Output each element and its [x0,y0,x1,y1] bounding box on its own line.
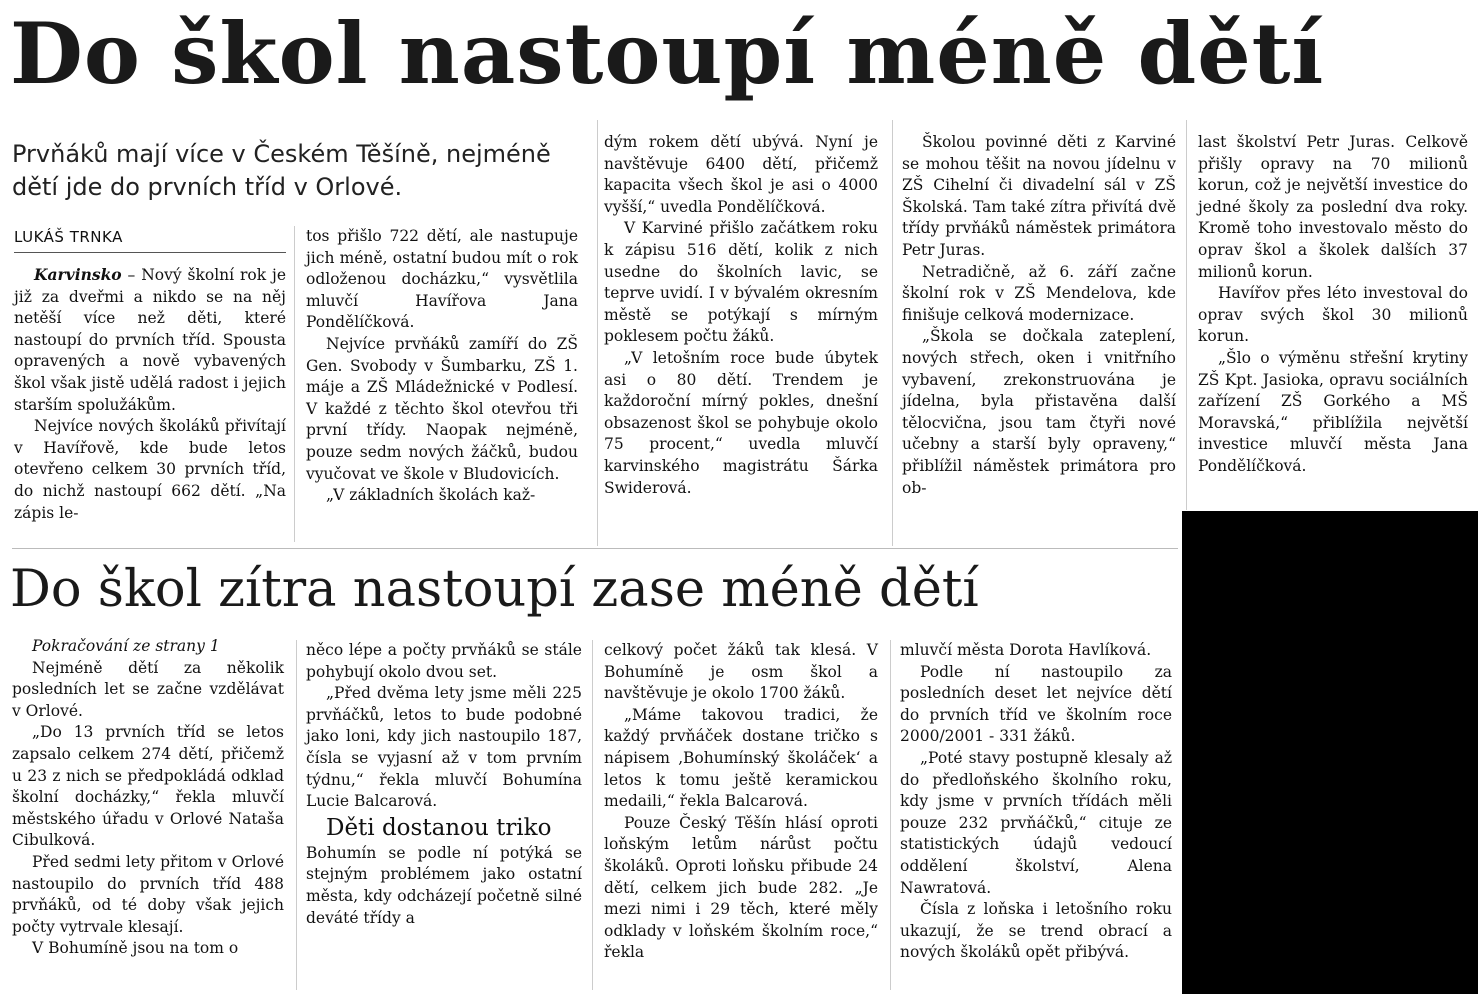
paragraph [900,662,1172,748]
paragraph [12,852,284,938]
article1-column-5 [1198,132,1468,478]
paragraph [12,658,284,723]
paragraph [604,348,878,499]
paragraph-text: V Karviné přišlo začátkem roku k zápisu 516 dětí, kolik z nich usedne do školních lavic, se teprve uvidí. I v bývalém okresním městě se potýkají s mírným poklesem počtu žáků. [604,219,878,346]
paragraph [902,262,1176,327]
paragraph-text: dým rokem dětí ubývá. Nyní je navštěvuje 6400 dětí, přičemž kapacita všech škol je asi o 4000 vyšší,“ uvedla Pondělíčková. [604,133,878,216]
paragraph-text: „Šlo o výměnu střešní krytiny ZŠ Kpt. Jasioka, opravu sociálních zařízení ZŠ Gorkého a MŠ Moravská,“ přiblížila největší investice mluvčí města Jana Pondělíčková. [1198,348,1468,475]
article1-column-2 [306,226,578,507]
paragraph [604,813,878,964]
paragraph [900,899,1172,964]
paragraph-text: „Máme takovou tradici, že každý prvňáček dostane tričko s nápisem ‚Bohumínský školáček‘ a letos k tomu ještě keramickou medaili,“ řekla Balcarová. [604,705,878,811]
paragraph-text: „Do 13 prvních tříd se letos zapsalo celkem 274 dětí, přičemž u 23 z nich se předpokládá odklad školní docházky,“ řekla mluvčí městského úřadu v Orlové Nataša Cibulková. [12,723,284,850]
paragraph-text: „Poté stavy postupně klesaly až do předloňského školního roku, kdy jsme v prvních třídách měli pouze 232 prvňáčků,“ cituje ze statistických údajů vedoucí oddělení školství, Alena Nawratová. [900,748,1172,897]
paragraph-text: tos přišlo 722 dětí, ale nastupuje jich méně, ostatní budou mít o rok odloženou docházku,“ vysvětlila mluvčí Havířova Jana Pondělíčková. [306,227,578,332]
paragraph [1198,132,1468,283]
paragraph-text: Před sedmi lety přitom v Orlové nastoupilo do prvních tříd 488 prvňáků, od té doby však jejich počty vytrvale klesají. [12,852,284,936]
paragraph [306,640,582,683]
paragraph-text: „V základních školách kaž- [326,486,536,505]
paragraph [14,264,286,416]
article-subheadline: Prvňáků mají více v Českém Těšíně, nejméně dětí jde do prvních tříd v Orlové. [12,140,551,201]
paragraph [1198,348,1468,478]
paragraph-text: Havířov přes léto investoval do oprav svých škol 30 milionů korun. [1198,284,1468,346]
paragraph-text: Nejméně dětí za několik posledních let se začne vzdělávat v Orlové. [12,658,284,720]
paragraph-text: Čísla z loňska i letošního roku ukazují, že se trend obrací a nových školáků opět přibývá. [900,900,1172,962]
paragraph [306,485,578,507]
paragraph-text: Nejvíce nových školáků přivítají v Havířově, kde bude letos otevřeno celkem 30 prvních tříd, do nichž nastoupí 662 dětí. „Na zápis le- [14,417,286,522]
paragraph-text: Nejvíce prvňáků zamíří do ZŠ Gen. Svobody v Šumbarku, ZŠ 1. máje a ZŠ Mládežnické v Podlesí. V každé z těchto škol otevřou tři první třídy. Naopak nejméně, pouze sedm nových žáčků, budou vyučovat ve škole v Bludovicích. [306,334,578,483]
paragraph [12,938,284,960]
article2-column-3 [604,640,878,964]
paragraph [306,843,582,929]
paragraph [604,132,878,218]
paragraph [902,326,1176,499]
paragraph [306,334,578,485]
paragraph [1198,283,1468,348]
paragraph-text: mluvčí města Dorota Havlíková. [900,641,1152,659]
paragraph-text: něco lépe a počty prvňáků se stále pohybují okolo dvou set. [306,641,582,681]
paragraph [604,640,878,705]
paragraph-text: last školství Petr Juras. Celkově přišly opravy na 70 milionů korun, což je největší investice do jedné školy za poslední dva roky. Kromě toho investovalo město do oprav škol a školek dalších 37 milionů korun. [1198,133,1468,281]
paragraph-text: Školou povinné děti z Karviné se mohou těšit na novou jídelnu v ZŠ Cihelní či divadelní sál v ZŠ Školská. Tam také zítra přivítá dvě třídy prvňáků náměstek primátora Petr Juras. [902,133,1176,259]
paragraph-text: „V letošním roce bude úbytek asi o 80 dětí. Trendem je každoroční mírný pokles, dnešní obsazenost škol se pohybuje okolo 75 procent,“ uvedla mluvčí karvinského magistrátu Šárka Swiderová. [604,348,878,497]
paragraph-text: Pouze Český Těšín hlásí oproti loňským letům nárůst počtu školáků. Oproti loňsku přibude 24 dětí, celkem jich bude 282. „Je mezi nimi i 29 těch, které měly odklady v loňském školním roce,“ řekla [604,813,878,962]
paragraph [306,226,578,334]
redaction-block [1182,511,1478,994]
article2-column-4 [900,640,1172,964]
paragraph [604,218,878,348]
paragraph [900,748,1172,899]
paragraph-text: „Škola se dočkala zateplení, nových střech, oken i vnitřního vybavení, zrekonstruována je jídelna, byla přistavěna další tělocvična, jsou tam čtyři nové učebny a starší byly opraveny,“ přiblížil náměstek primátora pro ob- [902,327,1176,497]
paragraph [14,416,286,524]
paragraph [306,683,582,813]
paragraph-text: Bohumín se podle ní potýká se stejným problémem jako ostatní města, kdy odcházejí početně silné deváté třídy a [306,843,582,927]
paragraph-text: celkový počet žáků tak klesá. V Bohumíně je osm škol a navštěvuje je okolo 1700 žáků. [604,641,878,703]
paragraph [12,722,284,852]
article2-column-1 [12,636,284,960]
paragraph-text: V Bohumíně jsou na tom o [32,939,239,958]
author-byline: LUKÁŠ TRNKA [14,226,286,253]
continuation-note: Pokračování ze strany 1 [32,637,220,655]
paragraph [604,705,878,813]
dateline: Karvinsko [34,265,122,284]
paragraph-text: Podle ní nastoupilo za posledních deset let nejvíce dětí do prvních tříd ve školním roce 2000/2001 - 331 žáků. [900,662,1172,746]
paragraph-text: Netradičně, až 6. září začne školní rok v ZŠ Mendelova, kde finišuje celková modernizace. [902,262,1176,324]
article2-headline: Do škol zítra nastoupí zase méně dětí [10,560,979,619]
paragraph [900,640,1172,662]
article-headline: Do škol nastoupí méně dětí [10,4,1325,103]
article1-column-1 [14,264,286,524]
article1-column-4 [902,132,1176,499]
paragraph [902,132,1176,262]
paragraph-text: – Nový školní rok je již za dveřmi a nikdo se na něj netěší více než děti, které nastoupí do prvních tříd. Spousta opravených a nově vybavených škol však jistě udělá radost i jejich starším spolužákům. [14,266,286,414]
section-subtitle: Děti dostanou triko [326,814,552,841]
article2-column-2 [306,640,582,929]
paragraph-text: „Před dvěma lety jsme měli 225 prvňáčků, letos to bude podobné jako loni, kdy jich nastoupilo 187, čísla se vyjasní až v tom prvním týdnu,“ řekla mluvčí Bohumína Lucie Balcarová. [306,684,582,811]
article1-column-3 [604,132,878,499]
